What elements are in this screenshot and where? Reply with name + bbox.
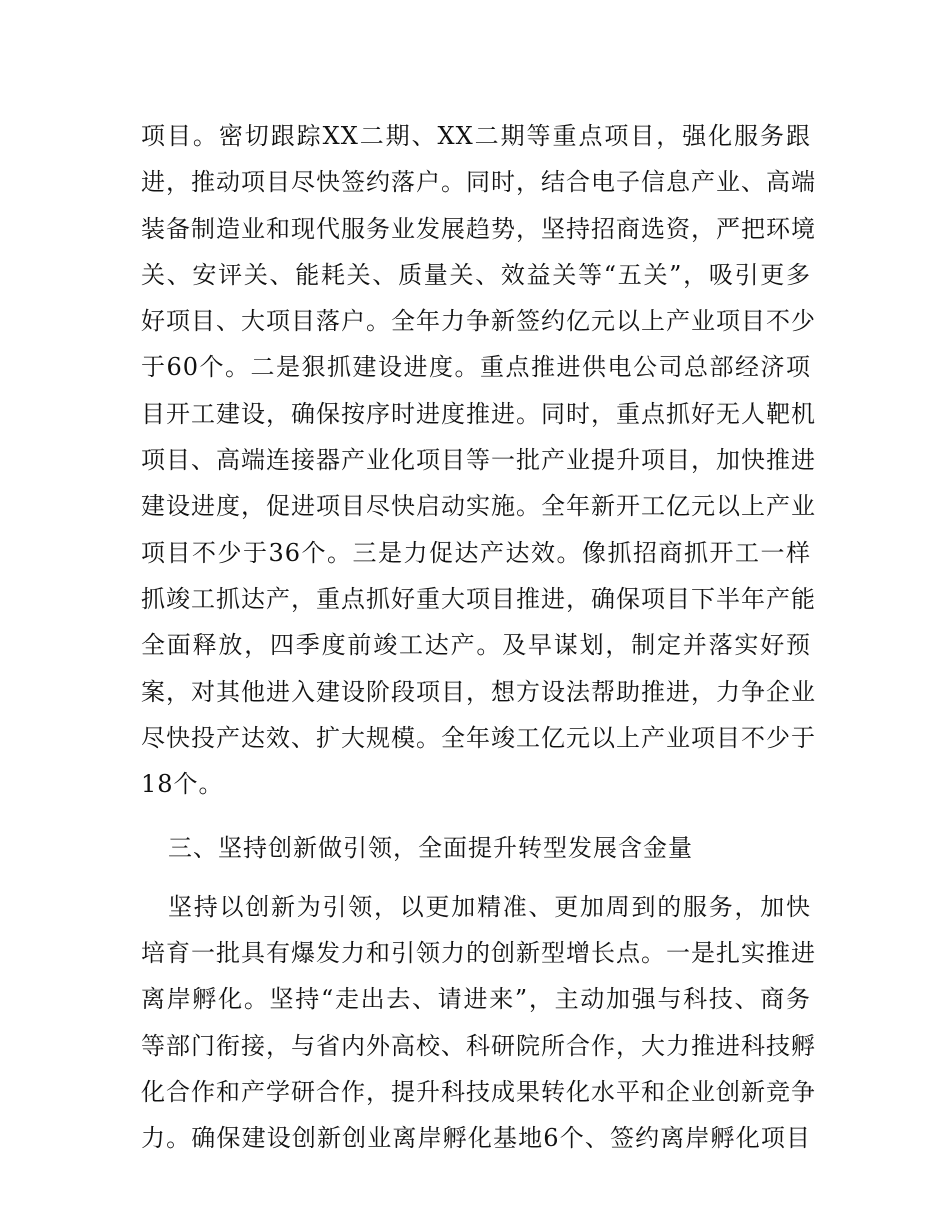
text-line: 尽快投产达效、扩大规模。全年竣工亿元以上产业项目不少于 <box>141 723 816 752</box>
text-line: 好项目、大项目落户。全年力争新签约亿元以上产业项目不少 <box>141 307 816 336</box>
text-line: 项目不少于36个。三是力促达产达效。像抓招商抓开工一样 <box>141 538 811 567</box>
text-line: 化合作和产学研合作，提升科技成果转化水平和企业创新竞争 <box>141 1077 816 1106</box>
text-line: 项目、高端连接器产业化项目等一批产业提升项目，加快推进 <box>141 446 816 475</box>
text-line: 离岸孵化。坚持“走出去、请进来”，主动加强与科技、商务 <box>141 985 811 1014</box>
paragraph-project-progress <box>141 113 816 807</box>
text-line: 目开工建设，确保按序时进度推进。同时，重点抓好无人靶机 <box>141 399 816 428</box>
text-line: 等部门衔接，与省内外高校、科研院所合作，大力推进科技孵 <box>141 1031 816 1060</box>
text-line: 全面释放，四季度前竣工达产。及早谋划，制定并落实好预 <box>141 631 811 660</box>
text-line: 案，对其他进入建设阶段项目，想方设法帮助推进，力争企业 <box>141 677 816 706</box>
text-line: 项目。密切跟踪XX二期、XX二期等重点项目，强化服务跟 <box>141 122 811 150</box>
paragraph-innovation <box>141 884 816 1162</box>
text-line: 进，推动项目尽快签约落户。同时，结合电子信息产业、高端 <box>141 168 816 197</box>
text-line: 装备制造业和现代服务业发展趋势，坚持招商选资，严把环境 <box>141 214 816 243</box>
text-line: 力。确保建设创新创业离岸孵化基地6个、签约离岸孵化项目 <box>141 1124 811 1153</box>
text-line: 坚持以创新为引领，以更加精准、更加周到的服务，加快 <box>168 892 811 921</box>
text-line: 关、安评关、能耗关、质量关、效益关等“五关”，吸引更多 <box>141 260 811 289</box>
section-heading: 三、坚持创新做引领，全面提升转型发展含金量 <box>168 834 693 863</box>
text-line: 抓竣工抓达产，重点抓好重大项目推进，确保项目下半年产能 <box>141 584 816 613</box>
text-line: 培育一批具有爆发力和引领力的创新型增长点。一是扎实推进 <box>141 939 816 968</box>
document-body <box>141 113 816 1162</box>
text-line: 于60个。二是狠抓建设进度。重点推进供电公司总部经济项 <box>141 353 811 382</box>
text-line: 建设进度，促进项目尽快启动实施。全年新开工亿元以上产业 <box>141 492 816 521</box>
text-line: 18个。 <box>141 770 224 799</box>
